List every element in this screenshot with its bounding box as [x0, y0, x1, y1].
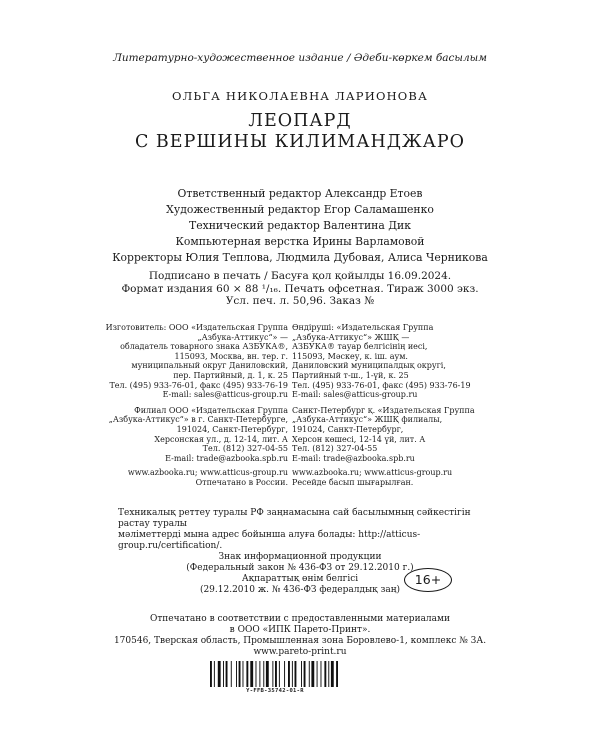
info-line: www.azbooka.ru; www.atticus-group.ru [292, 468, 453, 478]
info-line: Ресейде басып шығарылған. [292, 477, 414, 487]
info-line: Тел. (812) 327-04-55 [292, 444, 378, 454]
barcode-bar [246, 661, 248, 687]
barcode-bar [301, 661, 302, 687]
print-info-line: Формат издания 60 × 88 ¹/₁₆. Печать офсетная. Тираж 3000 экз. [121, 282, 479, 295]
printer-line: в ООО «ИПК Парето-Принт». [229, 625, 371, 635]
credit-line: Художественный редактор Егор Саламашенко [166, 203, 434, 216]
website-block [106, 468, 288, 487]
barcode-bar [311, 661, 314, 687]
info-line: Тел. (495) 933-76-01, факс (495) 933-76-19 [109, 380, 288, 390]
barcode-bar [259, 661, 260, 687]
print-info-line: Усл. печ. л. 50,96. Заказ № [225, 295, 375, 307]
barcode-bar [328, 661, 329, 687]
barcode-bar [256, 661, 257, 687]
info-line: E-mail: sales@atticus-group.ru [292, 390, 418, 400]
print-info-line: Подписано в печать / Басуға қол қойылды 16.09.2024. [148, 270, 452, 282]
publisher-info-russian [106, 323, 288, 490]
printer-line: 170546, Тверская область, Промышленная зона Боровлево-1, комплекс № 3А. [113, 636, 487, 646]
info-line: E-mail: trade@azbooka.spb.ru [292, 453, 415, 463]
credit-line: Ответственный редактор Александр Етоев [177, 187, 423, 200]
info-line: Херсонская ул., д. 12-14, лит. А [154, 434, 288, 444]
info-line: Партийный т-ш., 1-үй, к. 25 [292, 370, 409, 380]
barcode-bar [324, 661, 326, 687]
sign-line: Знак информационной продукции [218, 552, 382, 562]
print-info [0, 270, 600, 308]
barcode-bar [279, 661, 280, 687]
info-line: Отпечатано в России. [195, 477, 288, 487]
barcode-bar [321, 661, 322, 687]
barcode-bar [214, 661, 215, 687]
barcode-bar [292, 661, 293, 687]
barcode-bar [304, 661, 306, 687]
info-line: пер. Партийный, д. 1, к. 25 [173, 370, 288, 380]
credit-line: Технический редактор Валентина Дик [189, 219, 411, 232]
info-line: Тел. (495) 933-76-01, факс (495) 933-76-19 [292, 380, 471, 390]
sign-line: Ақпараттық өнім белгісі [241, 574, 359, 584]
author-name: ОЛЬГА НИКОЛАЕВНА ЛАРИОНОВА [171, 89, 428, 103]
barcode-bar [243, 661, 244, 687]
info-line: Даниловский муниципалдық округі, [292, 361, 446, 371]
barcode-bar [272, 661, 273, 687]
title-line: С ВЕРШИНЫ КИЛИМАНДЖАРО [134, 132, 465, 152]
manufacturer-block [292, 323, 475, 400]
barcode-bar [331, 661, 334, 687]
printer-info [0, 614, 600, 658]
barcode-bar [218, 661, 221, 687]
book-title [0, 111, 600, 153]
age-rating-badge: 16+ [404, 568, 452, 592]
printer-line: www.pareto-print.ru [253, 647, 347, 657]
barcode-number: Y-FFB-35742-01-R [246, 688, 304, 694]
info-line: „Азбука-Аттикус“» в г. Санкт-Петербурге, [108, 415, 288, 425]
barcode-bar [226, 661, 228, 687]
barcode-bar [263, 661, 264, 687]
note-line: Техникалық реттеу туралы РФ заңнамасына сай басылымның сәйкестігін растау туралы [118, 508, 471, 529]
info-line: обладатель товарного знака АЗБУКА®, [120, 342, 288, 352]
info-product-sign [0, 552, 600, 596]
barcode-bar [336, 661, 338, 687]
info-line: АЗБУКА® тауар белгісінің иесі, [292, 342, 428, 352]
sign-line: (29.12.2010 ж. № 436-ФЗ федералдық заң) [199, 585, 401, 595]
branch-block [292, 406, 475, 464]
barcode-bar [317, 661, 318, 687]
info-line: Херсон көшесі, 12-14 үй, лит. А [292, 434, 426, 444]
barcode-bar [284, 661, 285, 687]
info-line: „Азбука-Аттикус“» ЖШҚ филиалы, [292, 415, 443, 425]
credit-line: Компьютерная верстка Ирины Варламовой [175, 235, 425, 248]
info-line: E-mail: trade@azbooka.spb.ru [165, 453, 288, 463]
barcode-bar [239, 661, 241, 687]
info-line: 115093, Мәскеу, к. іш. аум. [292, 351, 408, 361]
website-block [292, 468, 475, 487]
barcode-bar [250, 661, 253, 687]
info-line: „Азбука-Аттикус“» ЖШҚ — [292, 332, 410, 342]
info-line: Тел. (812) 327-04-55 [202, 444, 288, 454]
barcode-bar [223, 661, 224, 687]
info-line: 115093, Москва, вн. тер. г. [174, 351, 288, 361]
sign-line: (Федеральный закон № 436-ФЗ от 29.12.2010 г.) [186, 563, 414, 573]
barcode-bar [266, 661, 269, 687]
barcode-bar [231, 661, 232, 687]
barcode-bar [309, 661, 310, 687]
info-line: 191024, Санкт-Петербург, [292, 424, 404, 434]
printer-line: Отпечатано в соответствии с предоставленными материалами [149, 614, 451, 624]
info-line: „Азбука-Аттикус“» — [197, 332, 288, 342]
series-line: Литературно-художественное издание / Әдеби-көркем басылым [113, 52, 487, 64]
barcode-bar [295, 661, 297, 687]
branch-block [106, 406, 288, 464]
barcode-bar [288, 661, 290, 687]
title-line: ЛЕОПАРД [248, 111, 352, 131]
tech-regulation-note [118, 508, 498, 552]
info-line: Санкт-Петербург қ. «Издательская Группа [292, 405, 475, 415]
barcode-bar [236, 661, 237, 687]
publisher-info-kazakh [292, 323, 475, 490]
editorial-credits [0, 186, 600, 266]
info-line: Өндіруші: «Издательская Группа [292, 323, 434, 332]
info-line: E-mail: sales@atticus-group.ru [162, 390, 288, 400]
info-line: Изготовитель: ООО «Издательская Группа [105, 323, 288, 332]
manufacturer-block [106, 323, 288, 400]
barcode-bar [210, 661, 212, 687]
info-line: Филиал ООО «Издательская Группа [134, 405, 288, 415]
barcode-bar [275, 661, 277, 687]
info-line: www.azbooka.ru; www.atticus-group.ru [127, 468, 288, 478]
credit-line: Корректоры Юлия Теплова, Людмила Дубовая, Алиса Черникова [112, 251, 488, 264]
info-line: муниципальный округ Даниловский, [131, 361, 288, 371]
info-line: 191024, Санкт-Петербург, [176, 424, 288, 434]
note-line: мәліметтерді мына адрес бойынша алуға болады: http://atticus-group.ru/certification/. [118, 530, 421, 551]
barcode-icon [210, 661, 340, 687]
